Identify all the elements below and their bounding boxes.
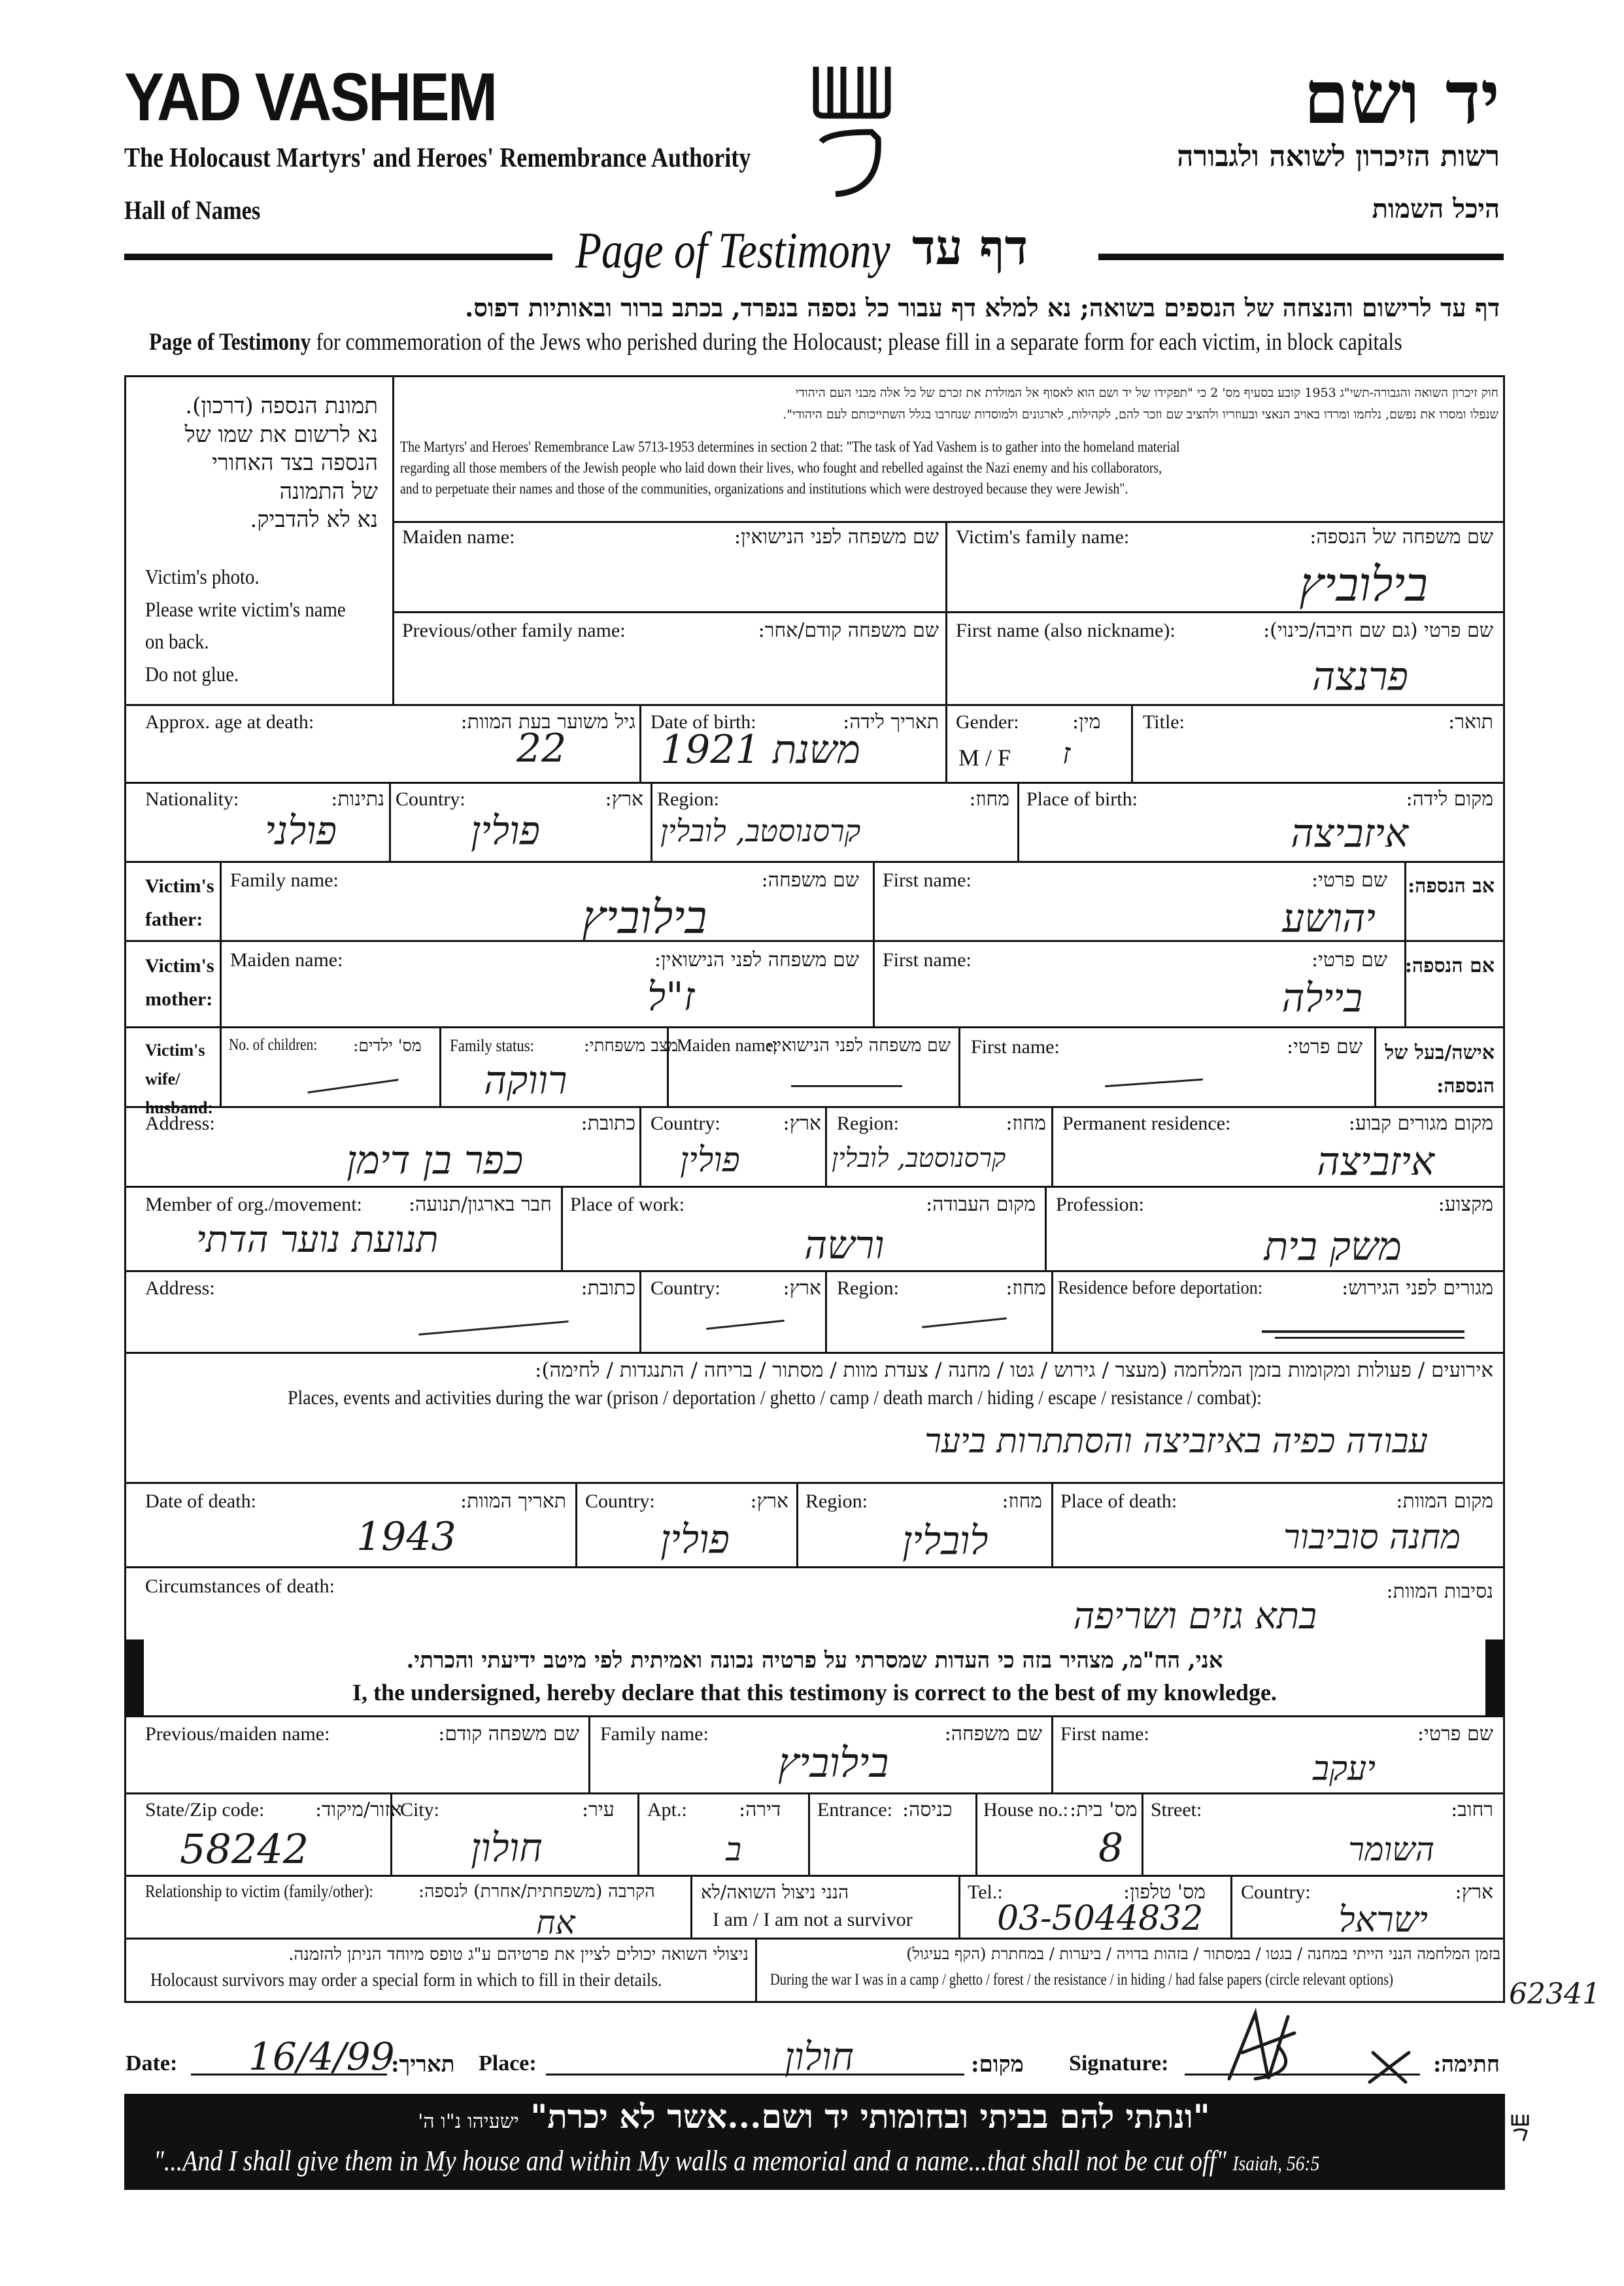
- pob-label: Place of birth:: [1026, 788, 1138, 810]
- date-label-he: תאריך:: [391, 2051, 455, 2077]
- declaration-en: I, the undersigned, hereby declare that this testimony is correct to the best of my knowledge.: [352, 1679, 1277, 1706]
- page-title-en: Page of Testimony: [575, 222, 890, 278]
- spouse-label-he: אישה/בעל של הנספה:: [1385, 1041, 1495, 1098]
- prev-family-label-he: שם משפחה קודם/אחר:: [758, 619, 939, 642]
- address2-region-label-he: מחוז:: [1006, 1277, 1046, 1300]
- death-region-label-he: מחוז:: [1002, 1490, 1042, 1513]
- spouse-label: Victim's wife/ husband:: [145, 1041, 214, 1118]
- address-value[interactable]: כפר בן דימן: [347, 1137, 524, 1183]
- footer-verse-he-text: "ונתתי להם בביתי ובחומותי יד ושם...אשר לא יכרת": [530, 2097, 1210, 2136]
- date-value[interactable]: 16/4/99: [248, 2034, 395, 2079]
- law-en-line: The Martyrs' and Heroes' Remembrance Law 5713-1953 determines in section 2 that: "The task of Yad Vashem is to gather into the homeland material: [400, 439, 1180, 455]
- children-label-he: מס' ילדים:: [353, 1036, 422, 1055]
- maiden-name-field[interactable]: [396, 556, 941, 608]
- tel-label-he: מס' טלפון:: [1123, 1881, 1206, 1904]
- events-label-en: Places, events and activities during the war (prison / deportation / ghetto / camp / death march / hiding / escape / resistance / combat):: [288, 1386, 1262, 1409]
- maiden-name-label: Maiden name:: [402, 526, 515, 548]
- addr-region-value[interactable]: קרסנוסטב, לובלין: [832, 1143, 1006, 1173]
- perm-res-value[interactable]: איזביצה: [1317, 1139, 1434, 1185]
- hall-of-names-en: Hall of Names: [124, 195, 261, 225]
- rule: [651, 782, 652, 861]
- spouse-maiden-label-he: שם משפחה לפני הנישואין:: [766, 1035, 951, 1056]
- rule: [124, 1938, 1505, 1940]
- authority-name-en: The Holocaust Martyrs' and Heroes' Remembrance Authority: [124, 143, 751, 173]
- street-label-he: רחוב:: [1451, 1798, 1493, 1821]
- age-value[interactable]: 22: [516, 726, 567, 771]
- rule: [1131, 704, 1133, 782]
- nationality-value[interactable]: פולני: [265, 808, 337, 854]
- wartime-en[interactable]: During the war I was in a camp / ghetto / forest / the resistance / in hiding / had false papers (circle relevant options): [770, 1971, 1393, 1989]
- addr-country-value[interactable]: פולין: [680, 1141, 740, 1180]
- work-label: Place of work:: [570, 1194, 685, 1215]
- entrance-label: Entrance:: [817, 1799, 892, 1821]
- mother-maiden-label-he: שם משפחה לפני הנישואין:: [654, 949, 859, 971]
- member-label-he: חבר בארגון/תנועה:: [408, 1193, 552, 1216]
- region-label-he: מחוז:: [969, 788, 1009, 811]
- rule: [124, 1270, 1505, 1272]
- rule: [796, 1482, 798, 1566]
- dob-label: Date of birth:: [651, 711, 756, 733]
- death-region-label: Region:: [805, 1490, 868, 1512]
- footer-verse-en: [154, 2144, 1319, 2177]
- yad-vashem-logo: [809, 54, 894, 204]
- rule: [124, 704, 1505, 706]
- rule: [975, 1792, 977, 1875]
- margin-number: 62341: [1509, 1977, 1600, 2011]
- father-first-label: First name:: [883, 869, 972, 891]
- rule: [808, 1792, 810, 1875]
- rule: [1230, 1875, 1232, 1938]
- instruction-en-text: for commemoration of the Jews who perished during the Holocaust; please fill in a separate form for each victim, in block capitals: [316, 329, 1402, 356]
- apt-label-he: דירה:: [739, 1798, 781, 1821]
- apt-value[interactable]: ב: [726, 1830, 742, 1868]
- spouse-first-label-he: שם פרטי:: [1286, 1035, 1362, 1058]
- rule: [958, 1875, 960, 1938]
- house-label: House no.:: [983, 1799, 1068, 1821]
- country-value[interactable]: פולין: [471, 808, 540, 854]
- mother-maiden-value[interactable]: ז"ל: [647, 974, 695, 1020]
- work-label-he: מקום העבודה:: [926, 1193, 1036, 1216]
- events-value[interactable]: עבודה כפיה באיזביצה והסתתרות ביער: [924, 1422, 1428, 1461]
- rule: [124, 1482, 1505, 1484]
- title-label: Title:: [1143, 711, 1185, 733]
- prev-maiden-label: Previous/maiden name:: [145, 1723, 330, 1745]
- rule: [639, 1106, 641, 1186]
- spouse-maiden-dash[interactable]: [791, 1085, 902, 1087]
- rule: [1051, 1106, 1053, 1186]
- sub-first-value[interactable]: יעקב: [1313, 1749, 1376, 1789]
- gender-options[interactable]: M / F: [958, 745, 1011, 771]
- city-label: City:: [400, 1799, 440, 1821]
- addr-region-label: Region:: [837, 1113, 899, 1134]
- place-label-he: מקום:: [971, 2051, 1024, 2077]
- victim-family-label-he: שם משפחה של הנספה:: [1310, 526, 1493, 548]
- maiden-name-label-he: שם משפחה לפני הנישואין:: [734, 526, 939, 548]
- survivor-note-he: ניצולי השואה יכולים לציין את פרטיהם ע"ג טופס מיוחד הניתן להזמנה.: [288, 1945, 749, 1964]
- instruction-en-bold: Page of Testimony: [149, 329, 311, 356]
- victim-family-label: Victim's family name:: [956, 526, 1130, 548]
- rule: [124, 1715, 1505, 1717]
- place-line: [546, 2074, 964, 2076]
- res-before-label-he: מגורים לפני הגירוש:: [1342, 1277, 1493, 1300]
- authority-name-he: רשות הזיכרון לשואה ולגבורה: [1177, 140, 1500, 173]
- death-country-label-he: ארץ:: [750, 1490, 788, 1513]
- circ-label: Circumstances of death:: [145, 1575, 335, 1597]
- first-name-label: First name (also nickname):: [956, 620, 1176, 641]
- address2-country-label: Country:: [651, 1277, 720, 1299]
- rule: [1051, 1715, 1053, 1792]
- title-rule-left: [124, 254, 552, 260]
- photo-he-line: הנספה בצד האחורי: [212, 450, 378, 477]
- signature-scribble[interactable]: [1216, 2007, 1432, 2092]
- nationality-label: Nationality:: [145, 788, 239, 810]
- father-first-value[interactable]: יהושע: [1282, 896, 1376, 941]
- sub-country-label: Country:: [1241, 1881, 1311, 1903]
- work-value[interactable]: ורשה: [804, 1222, 885, 1268]
- events-label-he: אירועים / פעולות ומקומות בזמן המלחמה (מעצר / גירוש / גטו / מחנה / צעדת מוות / מסתור / בריחה / התנגדות / לחימה):: [534, 1358, 1493, 1382]
- house-label-he: מס' בית:: [1070, 1798, 1138, 1821]
- country-label: Country:: [396, 788, 465, 810]
- region-label: Region:: [657, 788, 719, 810]
- title-label-he: תואר:: [1448, 711, 1493, 733]
- sub-family-label: Family name:: [600, 1723, 709, 1745]
- mother-maiden-label: Maiden name:: [230, 949, 343, 971]
- law-he-line: חוק זיכרון השואה והגבורה-תשי"ג 1953 קובע בסעיף מס' 2 כי "תפקידו של יד ושם הוא לאסוף אל המולדת את זכרם של כל אלה מבני העם היהודי: [795, 386, 1498, 400]
- region-value[interactable]: קרסנוסטב, לובלין: [660, 813, 861, 849]
- house-value[interactable]: 8: [1098, 1825, 1124, 1871]
- hall-of-names-he: היכל השמות: [1372, 193, 1500, 224]
- gender-label: Gender:: [956, 711, 1019, 733]
- sub-family-value[interactable]: בילוביץ: [778, 1739, 889, 1787]
- death-country-label: Country:: [585, 1490, 655, 1512]
- org-name-he: יד ושם: [1303, 55, 1500, 141]
- pob-label-he: מקום לידה:: [1406, 788, 1493, 811]
- photo-en-line: Do not glue.: [145, 662, 239, 686]
- addr-region-label-he: מחוז:: [1006, 1112, 1046, 1135]
- pob-value[interactable]: איזביצה: [1291, 811, 1408, 856]
- dod-label-he: תאריך המוות:: [460, 1490, 566, 1513]
- rule: [873, 861, 875, 1026]
- footer-verse-en-text: "...And I shall give them in My house and within My walls a memorial and a name...that shall not be cut off": [154, 2145, 1226, 2177]
- instruction-he: דף עד לרישום והנצחה של הנספים בשואה; נא למלא דף עבור כל נספה בנפרד, בכתב ברור ובאותיות דפוס.: [465, 293, 1500, 322]
- mother-first-label-he: שם פרטי:: [1311, 949, 1387, 971]
- rule: [392, 375, 394, 704]
- address-label: Address:: [145, 1113, 215, 1134]
- photo-instruction-he: [185, 392, 378, 535]
- mother-first-value[interactable]: ביילה: [1281, 975, 1362, 1021]
- status-label-he: מצב משפחתי:: [584, 1036, 679, 1056]
- footer-ref-en: Isaiah, 56:5: [1232, 2151, 1320, 2175]
- photo-he-line: תמונת הנספה (דרכון).: [185, 393, 378, 419]
- rule: [1045, 1186, 1047, 1270]
- death-region-value[interactable]: לובלין: [902, 1518, 989, 1564]
- survivor-note-en: Holocaust survivors may order a special form in which to fill in their details.: [150, 1970, 662, 1991]
- mother-first-label: First name:: [883, 949, 972, 971]
- zip-label: State/Zip code:: [145, 1799, 265, 1821]
- rule: [124, 782, 1505, 784]
- law-en-line: and to perpetuate their names and those of the communities, organizations and institutions which were destroyed because they were Jewish".: [400, 480, 1128, 497]
- address2-region-label: Region:: [837, 1277, 899, 1299]
- profession-value[interactable]: משק בית: [1264, 1224, 1402, 1269]
- photo-en-line: on back.: [145, 630, 209, 654]
- rule: [755, 1938, 757, 2003]
- signature-label-he: חתימה:: [1432, 2051, 1500, 2077]
- prev-family-label: Previous/other family name:: [402, 620, 626, 641]
- profession-label: Profession:: [1056, 1194, 1144, 1215]
- perm-res-label-he: מקום מגורים קבוע:: [1348, 1112, 1493, 1135]
- sub-country-value[interactable]: ישראל: [1338, 1899, 1428, 1940]
- law-text-en: [400, 437, 1180, 500]
- rule: [1017, 782, 1019, 861]
- status-value[interactable]: רווקה: [484, 1058, 567, 1103]
- age-label: Approx. age at death:: [145, 711, 314, 733]
- law-he-line: שנפלו ומסרו את נפשם, נלחמו ומרדו באויב הנאצי ובעוזריו ולהציב שם וזכר להם, לקהילות, לארגונים ולמוסדות שנחרבו בגלל השתייכותם לעם היהודי".: [783, 407, 1498, 422]
- father-family-value[interactable]: בילוביץ: [582, 890, 707, 944]
- sub-family-label-he: שם משפחה:: [944, 1723, 1042, 1745]
- city-label-he: עיר:: [582, 1798, 615, 1821]
- country-label-he: ארץ:: [605, 788, 643, 811]
- member-value[interactable]: תנועת נוער הדתי: [196, 1219, 439, 1261]
- signature-label: Signature:: [1069, 2051, 1169, 2076]
- photo-he-line: נא לרשום את שמו של: [184, 421, 378, 448]
- zip-label-he: אזור/מיקוד:: [315, 1798, 402, 1821]
- relation-label: Relationship to victim (family/other):: [145, 1881, 373, 1901]
- first-name-label-he: שם פרטי (גם שם חיבה/כינוי):: [1263, 619, 1493, 642]
- rule: [945, 521, 947, 704]
- spouse-first-label: First name:: [971, 1036, 1060, 1058]
- gender-label-he: מין:: [1072, 711, 1101, 733]
- zip-value[interactable]: 58242: [180, 1825, 309, 1873]
- rule: [958, 1026, 960, 1106]
- addr-country-label-he: ארץ:: [783, 1112, 821, 1135]
- law-text-he: [400, 382, 1498, 426]
- address2-label-he: כתובת:: [581, 1277, 635, 1300]
- rule: [825, 1106, 827, 1186]
- pod-value[interactable]: מחנה סוביבור: [1283, 1518, 1461, 1557]
- page-title-he: דף עד: [912, 220, 1028, 276]
- rule: [639, 704, 641, 782]
- rule: [389, 782, 391, 861]
- place-value[interactable]: חולון: [785, 2034, 854, 2079]
- gender-mark: ז: [1062, 737, 1071, 771]
- dob-value[interactable]: משנת 1921: [660, 727, 860, 773]
- rule: [124, 861, 1505, 863]
- photo-he-line: נא לא להדביק.: [250, 507, 378, 533]
- address2-label: Address:: [145, 1277, 215, 1299]
- father-label-he: אב הנספה:: [1408, 875, 1495, 898]
- death-country-value[interactable]: פולין: [660, 1517, 730, 1562]
- rule: [639, 1270, 641, 1352]
- rule: [825, 1270, 827, 1352]
- survivor-label-en[interactable]: I am / I am not a survivor: [713, 1909, 913, 1930]
- photo-he-line: של התמונה: [279, 478, 378, 505]
- instruction-en: [149, 328, 1402, 356]
- footer-ref-he: ישעיהו נ"ו ה': [418, 2110, 519, 2133]
- rule: [124, 1875, 1505, 1877]
- circ-label-he: נסיבות המוות:: [1386, 1580, 1493, 1603]
- city-value[interactable]: חולון: [471, 1825, 543, 1871]
- entrance-label-he: כניסה:: [902, 1798, 953, 1821]
- dod-value[interactable]: 1943: [356, 1514, 456, 1560]
- rule: [124, 1352, 1505, 1354]
- street-label: Street:: [1151, 1799, 1202, 1821]
- father-family-label-he: שם משפחה:: [761, 869, 859, 892]
- dob-label-he: תאריך לידה:: [843, 711, 939, 733]
- photo-en-line: Victim's photo.: [145, 565, 260, 588]
- photo-instruction-en: [145, 561, 346, 690]
- father-first-label-he: שם פרטי:: [1311, 869, 1387, 892]
- pod-label-he: מקום המוות:: [1396, 1490, 1493, 1513]
- profession-label-he: מקצוע:: [1438, 1193, 1493, 1216]
- children-label: No. of children:: [229, 1036, 318, 1054]
- rule: [124, 1186, 1505, 1188]
- tel-label: Tel.:: [968, 1881, 1003, 1903]
- street-value[interactable]: השומר: [1348, 1830, 1434, 1868]
- rule: [124, 1106, 1505, 1108]
- apt-label: Apt.:: [647, 1799, 687, 1821]
- father-label: Victim's father:: [145, 875, 214, 930]
- rule: [124, 1792, 1505, 1794]
- footer-verse-he: [163, 2097, 1464, 2136]
- father-family-label: Family name:: [230, 869, 339, 891]
- mother-label: Victim's mother:: [145, 955, 214, 1010]
- res-before-struck[interactable]: [1262, 1314, 1471, 1347]
- rule: [439, 1026, 441, 1106]
- sub-first-label-he: שם פרטי:: [1417, 1723, 1493, 1745]
- rule: [945, 704, 947, 782]
- date-label: Date:: [126, 2051, 178, 2076]
- age-label-he: גיל משוער בעת המוות:: [460, 711, 635, 733]
- prev-family-field[interactable]: [396, 647, 941, 701]
- relation-label-he: הקרבה (משפחתית/אחרת) לנספה:: [418, 1881, 655, 1902]
- mother-label-he: אם הנספה:: [1404, 954, 1495, 977]
- prev-maiden-label-he: שם משפחה קודם:: [438, 1723, 579, 1745]
- rule: [588, 1715, 590, 1792]
- law-en-line: regarding all those members of the Jewish people who laid down their lives, who fought and rebelled against the Nazi enemy and his collaborators,: [400, 460, 1162, 477]
- dod-label: Date of death:: [145, 1490, 256, 1512]
- rule: [124, 1026, 1505, 1028]
- tel-value[interactable]: 03-5044832: [997, 1899, 1204, 1938]
- place-label: Place:: [479, 2051, 537, 2076]
- declaration-he: אני, הח"מ, מצהיר בזה כי העדות שמסרתי על פרטיה נכונה ואמיתית לפי מיטב ידיעתי והכרתי.: [406, 1647, 1223, 1673]
- rule: [1051, 1482, 1053, 1566]
- res-before-label: Residence before deportation:: [1058, 1277, 1263, 1298]
- photo-en-line: Please write victim's name: [145, 597, 346, 621]
- pod-label: Place of death:: [1060, 1490, 1177, 1512]
- rule: [124, 1566, 1505, 1568]
- survivor-label-he: הנני ניצול השואה/לא: [701, 1881, 849, 1903]
- first-name-value[interactable]: פרנצה: [1311, 654, 1408, 699]
- rule: [1051, 1270, 1053, 1352]
- addr-country-label: Country:: [651, 1113, 720, 1134]
- member-label: Member of org./movement:: [145, 1194, 362, 1215]
- rule: [561, 1186, 563, 1270]
- rule: [637, 1792, 639, 1875]
- address-label-he: כתובת:: [581, 1112, 635, 1135]
- title-rule-right: [1098, 254, 1504, 260]
- rule: [1142, 1792, 1143, 1875]
- address2-country-label-he: ארץ:: [783, 1277, 821, 1300]
- circ-value[interactable]: בתא גזים ושריפה: [1073, 1595, 1317, 1638]
- rule: [690, 1875, 692, 1938]
- spouse-maiden-label: Maiden name:: [677, 1035, 779, 1055]
- perm-res-label: Permanent residence:: [1062, 1113, 1231, 1134]
- rule: [220, 861, 222, 1026]
- status-label: Family status:: [450, 1036, 535, 1055]
- rule: [575, 1482, 577, 1566]
- relation-value[interactable]: אח: [536, 1904, 575, 1941]
- victim-family-value[interactable]: בילוביץ: [1299, 557, 1428, 612]
- rule: [392, 521, 1505, 523]
- org-name-en: YAD VASHEM: [124, 59, 496, 135]
- wartime-he: בזמן המלחמה הנני הייתי במחנה / בגטו / במסתור / בזהות בדויה / ביערות / במחתרת (הקף בעיגול): [906, 1945, 1500, 1963]
- sub-first-label: First name:: [1060, 1723, 1149, 1745]
- small-logo-mark: [1510, 2111, 1530, 2144]
- nationality-label-he: נתינות:: [331, 788, 384, 811]
- sub-country-label-he: ארץ:: [1455, 1881, 1493, 1904]
